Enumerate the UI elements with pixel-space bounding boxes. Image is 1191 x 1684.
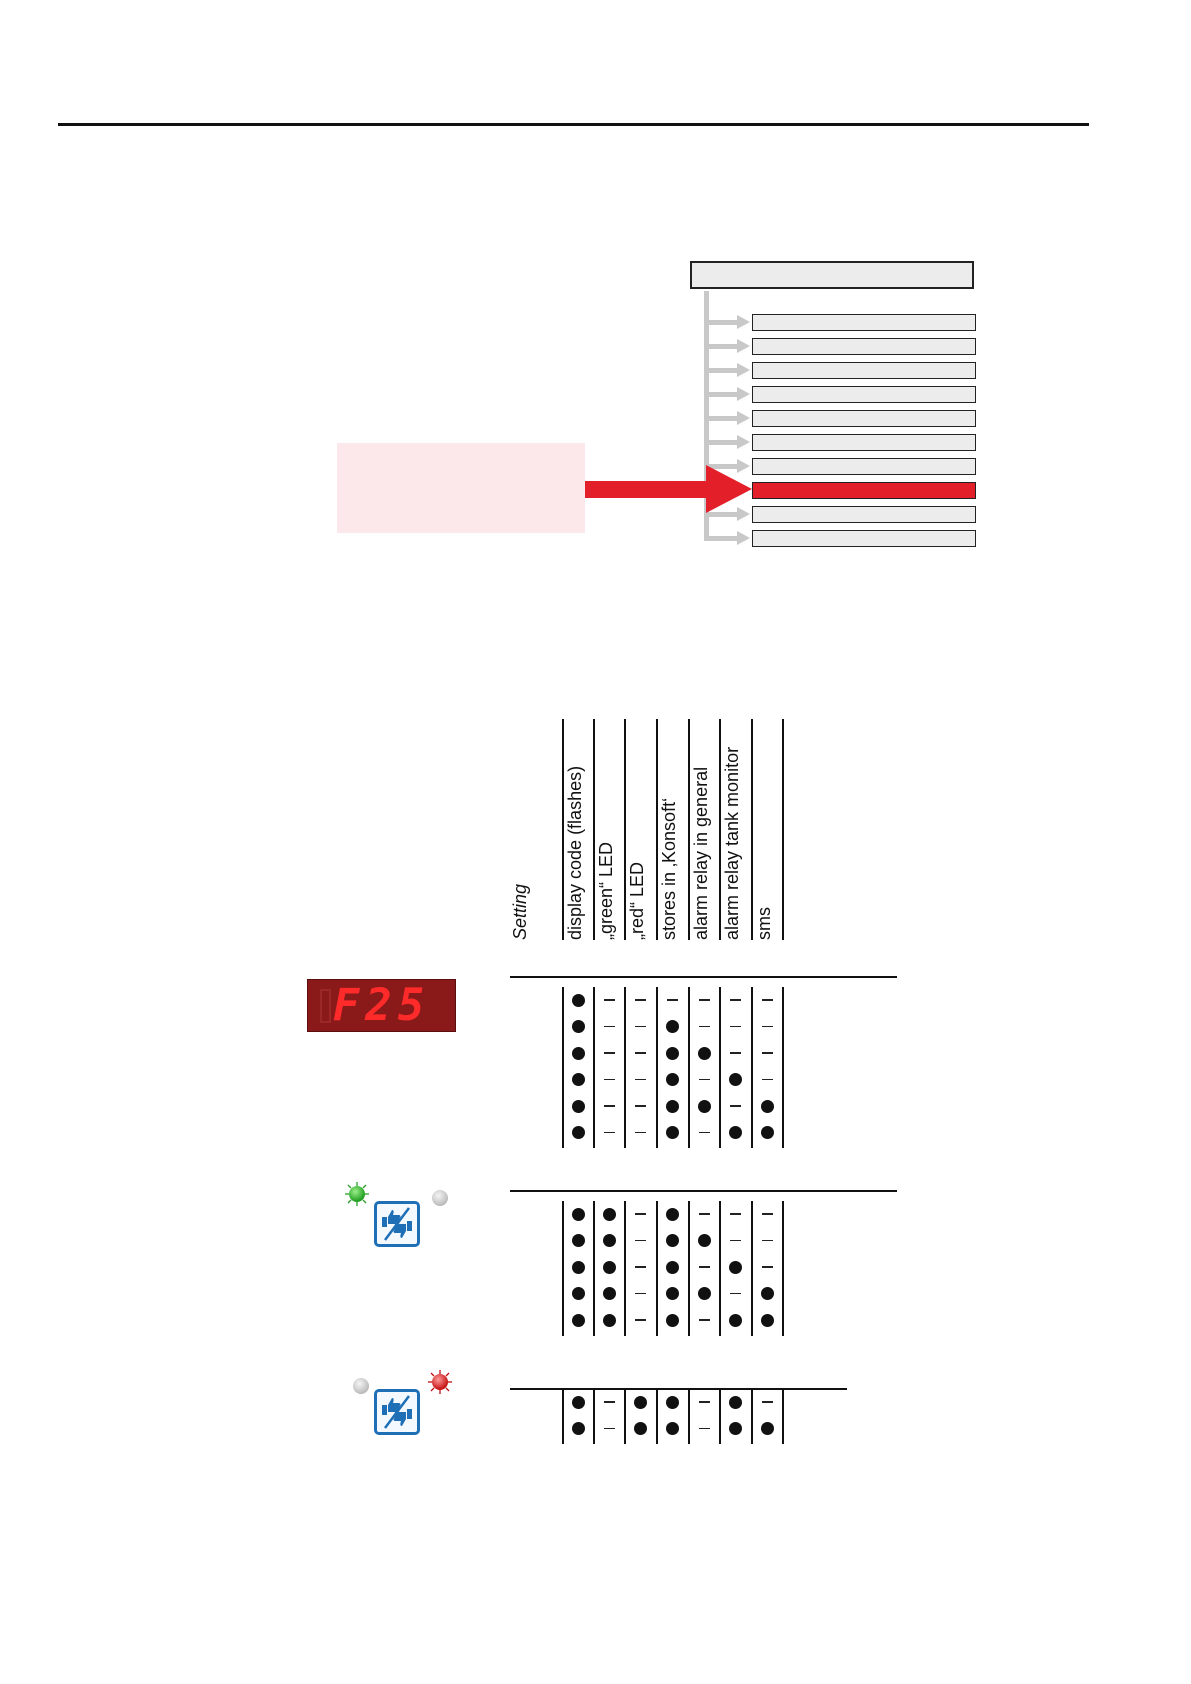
dot-icon [666, 1314, 679, 1327]
dot-icon [761, 1314, 774, 1327]
inactive-dash-mark [752, 1201, 783, 1227]
inactive-dash-mark [720, 1281, 751, 1307]
dot-icon [572, 1126, 585, 1139]
column-header-divider [562, 719, 564, 940]
active-dot-mark [594, 1201, 625, 1227]
grey-led-icon [432, 1190, 448, 1206]
menu-item [752, 314, 976, 331]
section-rule [510, 976, 897, 978]
section-rule [510, 1190, 897, 1192]
menu-branch-arrow [709, 368, 738, 373]
inactive-dash-mark [625, 1067, 656, 1093]
dot-icon [729, 1073, 742, 1086]
dash-icon [762, 1240, 773, 1242]
dash-icon [699, 1079, 710, 1081]
column-header-divider [782, 719, 784, 940]
dash-icon [699, 1026, 710, 1028]
dash-icon [762, 1401, 773, 1403]
dot-icon [666, 1396, 679, 1409]
dash-icon [635, 1240, 646, 1242]
dash-icon [762, 1079, 773, 1081]
inactive-dash-mark [625, 1281, 656, 1307]
menu-branch-arrow [709, 440, 738, 445]
dash-icon [730, 1026, 741, 1028]
callout-note-box [337, 443, 585, 533]
active-dot-mark [594, 1228, 625, 1254]
dash-icon [699, 1132, 710, 1134]
column-header: display code (flashes) [565, 765, 585, 940]
dash-icon [699, 1213, 710, 1215]
dash-icon [762, 1026, 773, 1028]
active-dot-mark [752, 1307, 783, 1333]
column-header-divider [593, 719, 595, 940]
inactive-dash-mark [689, 1254, 720, 1280]
active-dot-mark [563, 1416, 594, 1442]
inactive-dash-mark [752, 1014, 783, 1040]
dash-icon [730, 999, 741, 1001]
menu-branch-arrow [709, 392, 738, 397]
dot-icon [729, 1396, 742, 1409]
dash-icon [699, 1319, 710, 1321]
column-header-divider [624, 719, 626, 940]
active-dot-mark [625, 1416, 656, 1442]
active-dot-mark [563, 1389, 594, 1415]
active-dot-mark [720, 1389, 751, 1415]
dot-icon [572, 1314, 585, 1327]
active-dot-mark [752, 1093, 783, 1119]
inactive-dash-mark [752, 1389, 783, 1415]
dot-icon [666, 1047, 679, 1060]
dash-icon [667, 999, 678, 1001]
inactive-dash-mark [625, 1014, 656, 1040]
dash-icon [699, 999, 710, 1001]
inactive-dash-mark [625, 1228, 656, 1254]
dot-icon [666, 1261, 679, 1274]
dot-icon [572, 1047, 585, 1060]
active-dot-mark [594, 1254, 625, 1280]
inactive-dash-mark [689, 1201, 720, 1227]
dash-icon [635, 1266, 646, 1268]
dot-icon [666, 1208, 679, 1221]
dot-icon [666, 1020, 679, 1033]
inactive-dash-mark [752, 1228, 783, 1254]
inactive-dash-mark [720, 1040, 751, 1066]
active-dot-mark [563, 1067, 594, 1093]
dash-icon [730, 1293, 741, 1295]
inactive-dash-mark [689, 1307, 720, 1333]
dot-icon [698, 1047, 711, 1060]
inactive-dash-mark [625, 1040, 656, 1066]
dash-icon [699, 1428, 710, 1430]
dash-icon [635, 1293, 646, 1295]
dash-icon [730, 1105, 741, 1107]
column-header-divider [719, 719, 721, 940]
dash-icon [730, 1240, 741, 1242]
dash-icon [762, 1213, 773, 1215]
dash-icon [635, 1213, 646, 1215]
inactive-dash-mark [689, 1389, 720, 1415]
dot-icon [572, 1287, 585, 1300]
inactive-dash-mark [689, 987, 720, 1013]
column-header: Setting [510, 883, 530, 940]
active-dot-mark [657, 1040, 688, 1066]
inactive-dash-mark [594, 1120, 625, 1146]
dash-icon [604, 1079, 615, 1081]
dash-icon [604, 1428, 615, 1430]
dot-icon [666, 1100, 679, 1113]
active-dot-mark [752, 1281, 783, 1307]
inactive-dash-mark [594, 1093, 625, 1119]
dash-icon [604, 1401, 615, 1403]
active-dot-mark [563, 1120, 594, 1146]
menu-item-highlighted [752, 482, 976, 499]
dot-icon [572, 1234, 585, 1247]
menu-item [752, 410, 976, 427]
dash-icon [604, 999, 615, 1001]
dot-icon [761, 1287, 774, 1300]
dot-icon [729, 1126, 742, 1139]
dash-icon [635, 999, 646, 1001]
dot-icon [603, 1208, 616, 1221]
active-dot-mark [720, 1254, 751, 1280]
active-dot-mark [657, 1416, 688, 1442]
inactive-dash-mark [689, 1014, 720, 1040]
active-dot-mark [720, 1120, 751, 1146]
inactive-dash-mark [689, 1067, 720, 1093]
dash-icon [604, 1105, 615, 1107]
active-dot-mark [625, 1389, 656, 1415]
dash-icon [604, 1052, 615, 1054]
menu-item [752, 458, 976, 475]
green-led-icon [349, 1186, 365, 1202]
dot-icon [634, 1422, 647, 1435]
dash-icon [699, 1401, 710, 1403]
dot-icon [634, 1396, 647, 1409]
active-dot-mark [657, 1120, 688, 1146]
inactive-dash-mark [625, 1307, 656, 1333]
dot-icon [572, 1261, 585, 1274]
dot-icon [603, 1234, 616, 1247]
active-dot-mark [689, 1228, 720, 1254]
dot-icon [603, 1287, 616, 1300]
inactive-dash-mark [720, 1014, 751, 1040]
menu-item [752, 362, 976, 379]
active-dot-mark [720, 1416, 751, 1442]
inactive-dash-mark [720, 1228, 751, 1254]
inactive-dash-mark [720, 987, 751, 1013]
active-dot-mark [657, 1014, 688, 1040]
dot-icon [572, 1100, 585, 1113]
dot-icon [666, 1422, 679, 1435]
dot-icon [603, 1261, 616, 1274]
red-led-icon [432, 1374, 448, 1390]
menu-item [752, 338, 976, 355]
active-dot-mark [689, 1093, 720, 1119]
column-header: „red“ LED [627, 861, 647, 940]
page-top-rule [58, 123, 1089, 126]
dot-icon [572, 1396, 585, 1409]
dot-icon [729, 1261, 742, 1274]
active-dot-mark [657, 1281, 688, 1307]
inactive-dash-mark [689, 1120, 720, 1146]
inactive-dash-mark [625, 1120, 656, 1146]
inactive-dash-mark [625, 1093, 656, 1119]
inactive-dash-mark [752, 1254, 783, 1280]
dash-icon [604, 1132, 615, 1134]
dot-icon [698, 1100, 711, 1113]
active-dot-mark [657, 1067, 688, 1093]
menu-item [752, 434, 976, 451]
inactive-dash-mark [625, 987, 656, 1013]
inactive-dash-mark [720, 1201, 751, 1227]
inactive-dash-mark [752, 987, 783, 1013]
active-dot-mark [657, 1228, 688, 1254]
active-dot-mark [563, 1254, 594, 1280]
dot-icon [729, 1314, 742, 1327]
inactive-dash-mark [594, 1389, 625, 1415]
dash-icon [604, 1026, 615, 1028]
dash-icon [635, 1105, 646, 1107]
menu-branch-arrow [709, 320, 738, 325]
dot-icon [572, 1020, 585, 1033]
dot-icon [666, 1126, 679, 1139]
dash-icon [699, 1266, 710, 1268]
column-header: alarm relay tank monitor [722, 746, 742, 940]
dot-icon [698, 1287, 711, 1300]
dash-icon [762, 999, 773, 1001]
active-dot-mark [563, 1281, 594, 1307]
dash-icon [635, 1079, 646, 1081]
dot-icon [603, 1314, 616, 1327]
inactive-dash-mark [752, 1040, 783, 1066]
menu-item [752, 506, 976, 523]
dot-icon [761, 1100, 774, 1113]
active-dot-mark [563, 1014, 594, 1040]
column-header-divider [751, 719, 753, 940]
dot-icon [666, 1073, 679, 1086]
menu-item [752, 530, 976, 547]
dash-icon [635, 1026, 646, 1028]
dot-icon [572, 994, 585, 1007]
dash-icon [762, 1266, 773, 1268]
dash-icon [730, 1052, 741, 1054]
active-dot-mark [657, 1093, 688, 1119]
dot-icon [666, 1287, 679, 1300]
inactive-dash-mark [594, 1067, 625, 1093]
column-header: alarm relay in general [691, 766, 711, 940]
active-dot-mark [563, 1228, 594, 1254]
active-dot-mark [657, 1201, 688, 1227]
callout-arrow-shaft [585, 481, 710, 498]
menu-branch-arrow [709, 344, 738, 349]
active-dot-mark [720, 1307, 751, 1333]
inactive-dash-mark [720, 1093, 751, 1119]
inactive-dash-mark [625, 1201, 656, 1227]
active-dot-mark [563, 1201, 594, 1227]
menu-item [752, 386, 976, 403]
dash-icon [635, 1319, 646, 1321]
inactive-dash-mark [752, 1067, 783, 1093]
active-dot-mark [563, 1093, 594, 1119]
column-header-divider [688, 719, 690, 940]
inactive-dash-mark [657, 987, 688, 1013]
seven-segment-display [307, 979, 456, 1032]
dot-icon [666, 1234, 679, 1247]
dash-icon [635, 1052, 646, 1054]
active-dot-mark [594, 1281, 625, 1307]
thumbs-up-down-icon [374, 1201, 420, 1247]
display-code: F25 [332, 980, 431, 1031]
inactive-dash-mark [594, 1416, 625, 1442]
inactive-dash-mark [689, 1416, 720, 1442]
callout-arrow-head [706, 465, 752, 513]
active-dot-mark [689, 1281, 720, 1307]
inactive-dash-mark [625, 1254, 656, 1280]
dash-icon [635, 1132, 646, 1134]
column-header-divider [656, 719, 658, 940]
dot-icon [761, 1126, 774, 1139]
active-dot-mark [657, 1307, 688, 1333]
active-dot-mark [689, 1040, 720, 1066]
active-dot-mark [752, 1416, 783, 1442]
menu-branch-arrow [709, 416, 738, 421]
menu-branch-arrow [709, 536, 738, 541]
grey-led-icon [353, 1378, 369, 1394]
dot-icon [761, 1422, 774, 1435]
dot-icon [729, 1422, 742, 1435]
inactive-dash-mark [594, 1040, 625, 1066]
dot-icon [572, 1208, 585, 1221]
menu-header-box [690, 261, 974, 289]
dot-icon [572, 1073, 585, 1086]
dash-icon [730, 1213, 741, 1215]
active-dot-mark [563, 1307, 594, 1333]
column-header: sms [754, 907, 774, 940]
inactive-dash-mark [594, 987, 625, 1013]
active-dot-mark [563, 987, 594, 1013]
inactive-dash-mark [594, 1014, 625, 1040]
column-header: stores in ‚Konsoft‘ [659, 797, 679, 940]
active-dot-mark [657, 1389, 688, 1415]
active-dot-mark [720, 1067, 751, 1093]
dot-icon [698, 1234, 711, 1247]
active-dot-mark [752, 1120, 783, 1146]
active-dot-mark [563, 1040, 594, 1066]
active-dot-mark [657, 1254, 688, 1280]
active-dot-mark [594, 1307, 625, 1333]
dash-icon [762, 1052, 773, 1054]
dot-icon [572, 1422, 585, 1435]
thumbs-up-down-icon [374, 1389, 420, 1435]
column-header: „green“ LED [596, 841, 616, 940]
